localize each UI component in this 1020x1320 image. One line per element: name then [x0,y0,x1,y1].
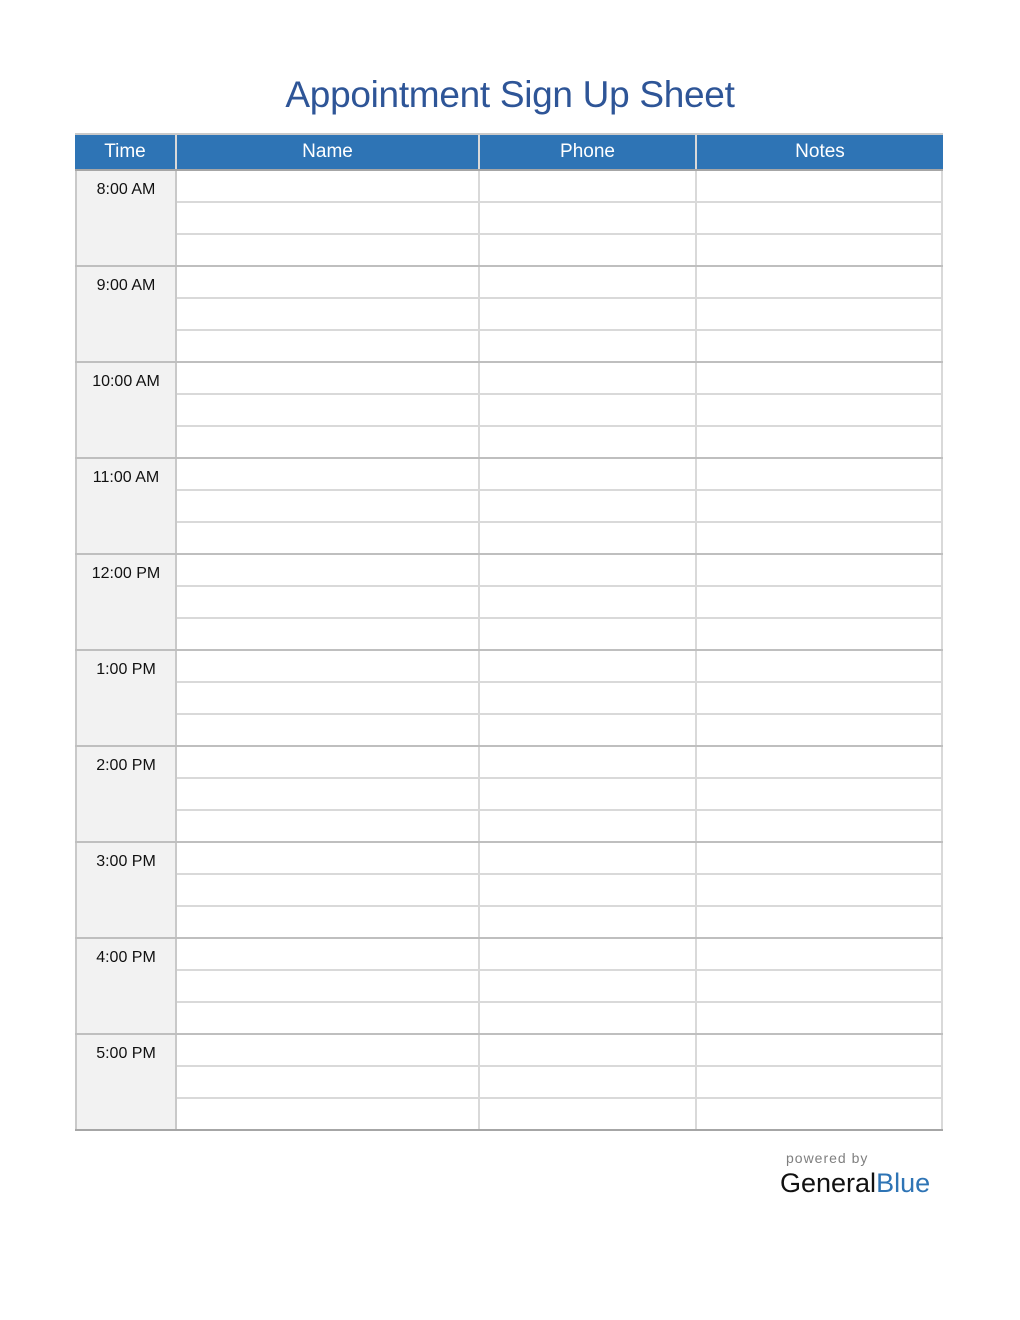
notes-cell[interactable] [697,1035,941,1065]
table-row [177,651,941,683]
table-row [177,907,941,937]
name-cell[interactable] [177,1099,480,1129]
table-header [75,133,943,171]
notes-cell[interactable] [697,939,941,969]
name-cell[interactable] [177,875,480,905]
phone-cell[interactable] [480,427,697,457]
table-row [177,811,941,841]
table-row [177,779,941,811]
slot-rows [177,651,943,745]
time-label: 12:00 PM [75,555,177,649]
phone-cell[interactable] [480,363,697,393]
notes-cell[interactable] [697,971,941,1001]
notes-cell[interactable] [697,651,941,681]
notes-cell[interactable] [697,587,941,617]
notes-cell[interactable] [697,427,941,457]
notes-cell[interactable] [697,395,941,425]
table-row [177,715,941,745]
name-cell[interactable] [177,555,480,585]
slot-rows [177,267,943,361]
time-block [75,267,943,363]
table-row [177,395,941,427]
brand-logo [780,1168,930,1199]
name-cell[interactable] [177,171,480,201]
table-row [177,459,941,491]
time-label: 5:00 PM [75,1035,177,1129]
notes-cell[interactable] [697,235,941,265]
table-row [177,171,941,203]
name-cell[interactable] [177,491,480,521]
brand-secondary: Blue [876,1168,931,1198]
time-label: 9:00 AM [75,267,177,361]
table-row [177,683,941,715]
table-row [177,1099,941,1129]
column-header-time: Time [75,135,177,169]
page-title: Appointment Sign Up Sheet [285,74,735,115]
phone-cell[interactable] [480,171,697,201]
phone-cell[interactable] [480,843,697,873]
slot-rows [177,747,943,841]
name-cell[interactable] [177,779,480,809]
time-block [75,555,943,651]
phone-cell[interactable] [480,459,697,489]
table-row [177,203,941,235]
notes-cell[interactable] [697,331,941,361]
phone-cell[interactable] [480,907,697,937]
notes-cell[interactable] [697,299,941,329]
name-cell[interactable] [177,651,480,681]
name-cell[interactable] [177,971,480,1001]
time-label: 8:00 AM [75,171,177,265]
phone-cell[interactable] [480,619,697,649]
slot-rows [177,555,943,649]
notes-cell[interactable] [697,779,941,809]
slot-rows [177,459,943,553]
phone-cell[interactable] [480,331,697,361]
brand-primary: General [780,1168,877,1198]
phone-cell[interactable] [480,1067,697,1097]
notes-cell[interactable] [697,267,941,297]
phone-cell[interactable] [480,523,697,553]
notes-cell[interactable] [697,1099,941,1129]
notes-cell[interactable] [697,491,941,521]
time-label: 11:00 AM [75,459,177,553]
column-header-phone: Phone [480,135,697,169]
phone-cell[interactable] [480,715,697,745]
phone-cell[interactable] [480,779,697,809]
notes-cell[interactable] [697,747,941,777]
phone-cell[interactable] [480,1003,697,1033]
name-cell[interactable] [177,619,480,649]
notes-cell[interactable] [697,683,941,713]
table-row [177,1003,941,1033]
time-block [75,651,943,747]
name-cell[interactable] [177,1003,480,1033]
time-block [75,747,943,843]
table-row [177,267,941,299]
time-label: 2:00 PM [75,747,177,841]
table-row [177,747,941,779]
time-block [75,459,943,555]
name-cell[interactable] [177,267,480,297]
name-cell[interactable] [177,459,480,489]
time-block [75,1035,943,1131]
phone-cell[interactable] [480,747,697,777]
notes-cell[interactable] [697,555,941,585]
name-cell[interactable] [177,683,480,713]
phone-cell[interactable] [480,651,697,681]
powered-by-label: powered by [786,1150,869,1166]
notes-cell[interactable] [697,1003,941,1033]
notes-cell[interactable] [697,619,941,649]
table-row [177,299,941,331]
name-cell[interactable] [177,523,480,553]
table-row [177,331,941,361]
notes-cell[interactable] [697,811,941,841]
table-row [177,843,941,875]
phone-cell[interactable] [480,299,697,329]
phone-cell[interactable] [480,1099,697,1129]
table-row [177,1035,941,1067]
notes-cell[interactable] [697,715,941,745]
table-row [177,619,941,649]
name-cell[interactable] [177,715,480,745]
phone-cell[interactable] [480,939,697,969]
time-block [75,171,943,267]
name-cell[interactable] [177,907,480,937]
table-row [177,491,941,523]
time-label: 3:00 PM [75,843,177,937]
slot-rows [177,1035,943,1129]
appointment-table [75,133,943,1131]
slot-rows [177,843,943,937]
phone-cell[interactable] [480,1035,697,1065]
table-body [75,171,943,1131]
name-cell[interactable] [177,811,480,841]
table-row [177,875,941,907]
phone-cell[interactable] [480,235,697,265]
phone-cell[interactable] [480,683,697,713]
name-cell[interactable] [177,843,480,873]
phone-cell[interactable] [480,395,697,425]
notes-cell[interactable] [697,363,941,393]
slot-rows [177,939,943,1033]
phone-cell[interactable] [480,203,697,233]
table-row [177,363,941,395]
name-cell[interactable] [177,299,480,329]
phone-cell[interactable] [480,267,697,297]
name-cell[interactable] [177,1067,480,1097]
slot-rows [177,363,943,457]
table-row [177,971,941,1003]
table-row [177,235,941,265]
table-row [177,939,941,971]
name-cell[interactable] [177,235,480,265]
phone-cell[interactable] [480,555,697,585]
notes-cell[interactable] [697,843,941,873]
table-row [177,1067,941,1099]
name-cell[interactable] [177,331,480,361]
notes-cell[interactable] [697,459,941,489]
name-cell[interactable] [177,587,480,617]
name-cell[interactable] [177,363,480,393]
notes-cell[interactable] [697,1067,941,1097]
notes-cell[interactable] [697,203,941,233]
table-row [177,523,941,553]
phone-cell[interactable] [480,491,697,521]
table-row [177,587,941,619]
time-block [75,939,943,1035]
notes-cell[interactable] [697,907,941,937]
notes-cell[interactable] [697,875,941,905]
column-header-name: Name [177,135,480,169]
name-cell[interactable] [177,747,480,777]
name-cell[interactable] [177,1035,480,1065]
table-row [177,555,941,587]
time-label: 4:00 PM [75,939,177,1033]
time-label: 10:00 AM [75,363,177,457]
time-block [75,843,943,939]
phone-cell[interactable] [480,587,697,617]
phone-cell[interactable] [480,875,697,905]
column-header-notes: Notes [795,141,845,162]
notes-cell[interactable] [697,171,941,201]
table-row [177,427,941,457]
name-cell[interactable] [177,939,480,969]
time-block [75,363,943,459]
name-cell[interactable] [177,427,480,457]
name-cell[interactable] [177,395,480,425]
phone-cell[interactable] [480,971,697,1001]
phone-cell[interactable] [480,811,697,841]
notes-cell[interactable] [697,523,941,553]
name-cell[interactable] [177,203,480,233]
slot-rows [177,171,943,265]
time-label: 1:00 PM [75,651,177,745]
